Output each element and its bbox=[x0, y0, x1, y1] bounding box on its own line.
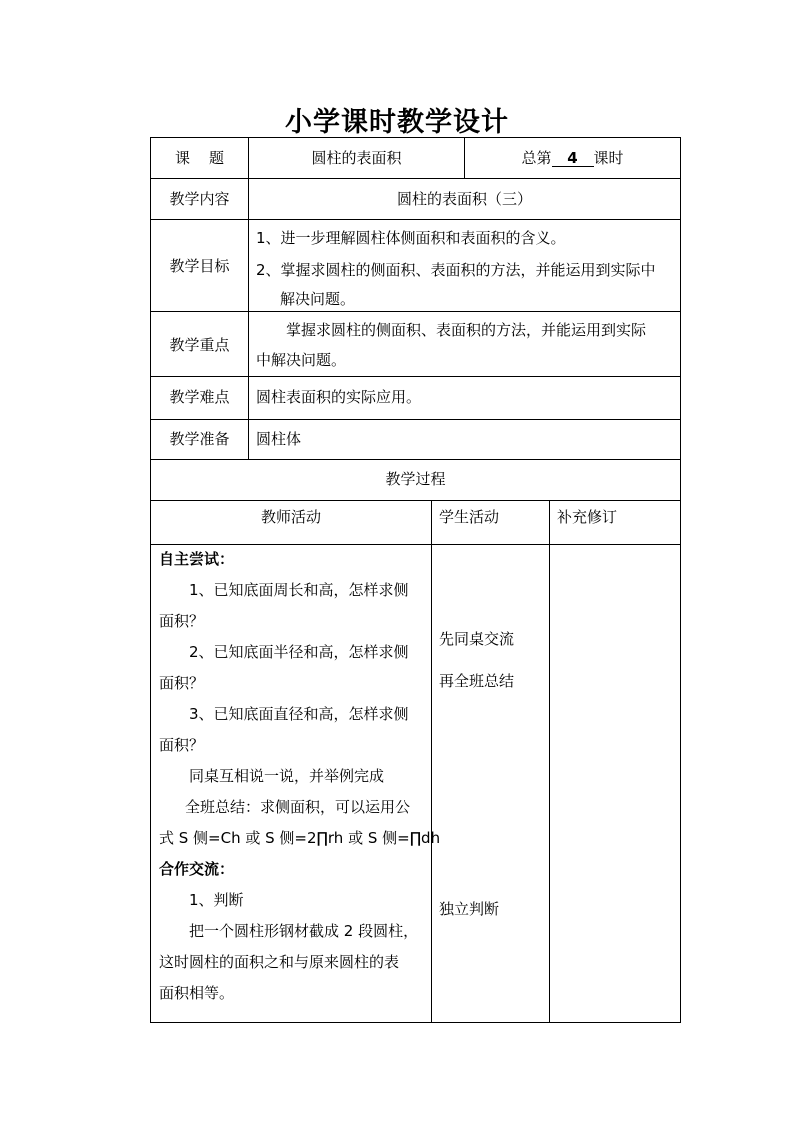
lesson-plan-table bbox=[150, 137, 681, 1023]
judge-line: 这时圆柱的面积之和与原来圆柱的表 bbox=[159, 953, 400, 971]
preparation-label: 教学准备 bbox=[169, 430, 230, 448]
judge-line: 把一个圆柱形钢材截成 2 段圆柱， bbox=[189, 922, 419, 940]
question-line: 面积？ bbox=[159, 612, 205, 630]
goal-item: 2、掌握求圆柱的侧面积、表面积的方法，并能运用到实际中 bbox=[256, 261, 656, 279]
goal-item: 解决问题。 bbox=[280, 290, 356, 308]
teacher-activity-header: 教师活动 bbox=[260, 508, 321, 526]
difficulty-label: 教学难点 bbox=[169, 388, 230, 406]
row-divider bbox=[151, 459, 680, 460]
question-line: 2、已知底面半径和高，怎样求侧 bbox=[189, 643, 409, 661]
lesson-number: 4 bbox=[552, 150, 594, 167]
row-divider bbox=[151, 178, 680, 179]
self-try-heading: 自主尝试： bbox=[159, 550, 235, 568]
preparation-value: 圆柱体 bbox=[256, 430, 302, 448]
row-divider bbox=[151, 376, 680, 377]
topic-label: 课 题 bbox=[174, 149, 225, 167]
revision-header: 补充修订 bbox=[557, 508, 618, 526]
goal-item: 1、进一步理解圆柱体侧面积和表面积的含义。 bbox=[256, 229, 566, 247]
student-activity: 再全班总结 bbox=[439, 672, 515, 690]
row-divider bbox=[151, 500, 680, 501]
page-title: 小学课时教学设计 bbox=[285, 107, 509, 138]
row-divider bbox=[151, 419, 680, 420]
process-title: 教学过程 bbox=[385, 470, 446, 488]
lesson-count-prefix: 总第 bbox=[521, 149, 552, 167]
cooperation-heading: 合作交流： bbox=[159, 860, 235, 878]
row-divider bbox=[151, 219, 680, 220]
judge-line: 面积相等。 bbox=[159, 984, 235, 1002]
column-divider bbox=[549, 500, 550, 1022]
teacher-activity-text bbox=[159, 544, 441, 1009]
row-divider bbox=[151, 311, 680, 312]
lesson-count bbox=[465, 148, 680, 168]
lesson-count-suffix: 课时 bbox=[593, 149, 624, 167]
topic-value: 圆柱的表面积 bbox=[311, 149, 402, 167]
key-points-line: 中解决问题。 bbox=[256, 351, 347, 369]
question-line: 1、已知底面周长和高，怎样求侧 bbox=[189, 581, 409, 599]
summary-formula: 式 S 侧=Ch 或 S 侧=2∏rh 或 S 侧=∏dh bbox=[159, 829, 441, 847]
column-divider bbox=[431, 500, 432, 1022]
summary-line: 全班总结：求侧面积，可以运用公 bbox=[185, 798, 411, 816]
question-line: 面积？ bbox=[159, 674, 205, 692]
key-points-label: 教学重点 bbox=[169, 336, 230, 354]
column-divider bbox=[248, 178, 249, 459]
student-activity: 独立判断 bbox=[439, 900, 500, 918]
content-label: 教学内容 bbox=[169, 190, 230, 208]
difficulty-value: 圆柱表面积的实际应用。 bbox=[256, 388, 422, 406]
question-line: 3、已知底面直径和高，怎样求侧 bbox=[189, 705, 409, 723]
goals-label: 教学目标 bbox=[169, 257, 230, 275]
pair-instruction: 同桌互相说一说，并举例完成 bbox=[189, 767, 385, 785]
key-points-line: 掌握求圆柱的侧面积、表面积的方法，并能运用到实际 bbox=[286, 321, 647, 339]
student-activity-header: 学生活动 bbox=[439, 508, 500, 526]
judge-heading: 1、判断 bbox=[189, 891, 244, 909]
question-line: 面积？ bbox=[159, 736, 205, 754]
content-value: 圆柱的表面积（三） bbox=[396, 190, 532, 208]
student-activity: 先同桌交流 bbox=[439, 630, 515, 648]
